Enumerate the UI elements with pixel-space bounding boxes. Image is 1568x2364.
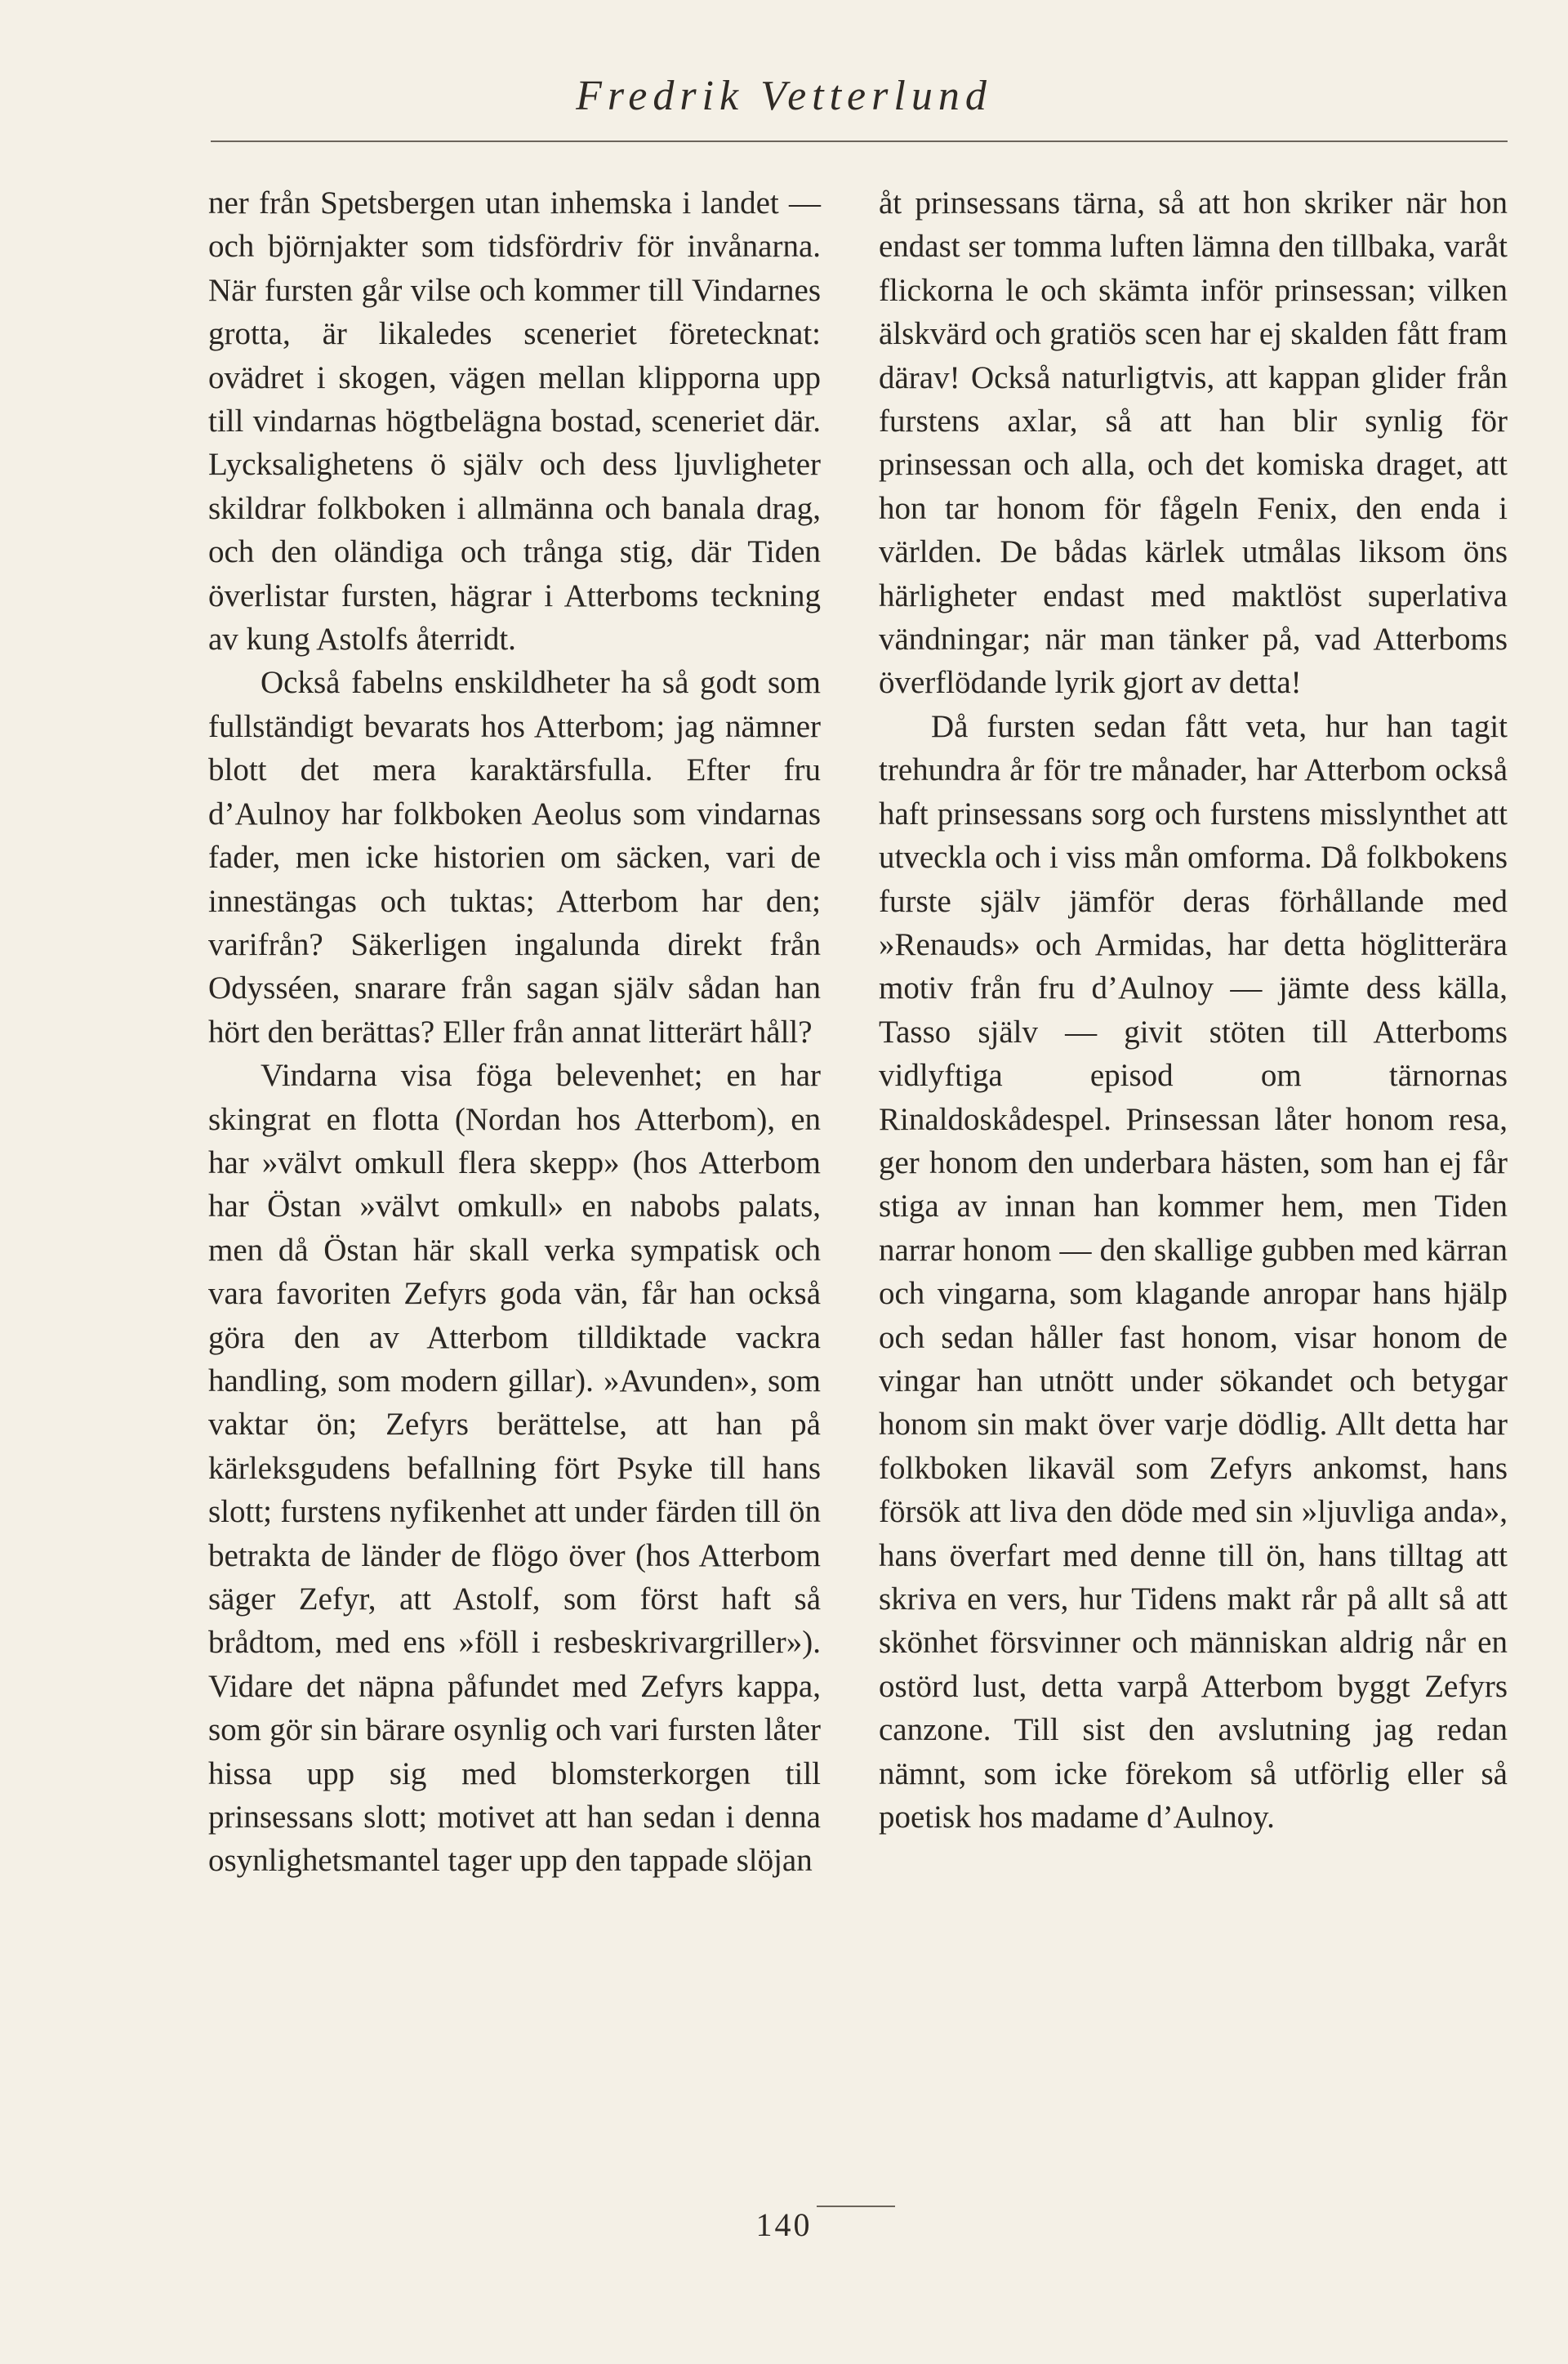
paragraph: åt prinsessans tärna, så att hon skriker när hon endast ser tomma luften lämna den tillbaka, varåt flickorna le och skämta inför prinsessan; vilken älskvärd och gratiös scen har ej skalden fått fram därav! Också naturligtvis, att kappan glider från furstens axlar, så att han blir synlig för prinsessan och alla, och det komiska draget, att hon tar honom för fågeln Fenix, den enda i världen. De bådas kärlek utmålas liksom öns härligheter endast med maktlöst superlativa vändningar; när man tänker på, vad Atterboms överflödande lyrik gjort av detta! bbox=[879, 185, 1508, 701]
paragraph: Vindarna visa föga belevenhet; en har skingrat en flotta (Nordan hos Atterbom), en har »välvt omkull flera skepp» (hos Atterbom har Östan »välvt omkull» en nabobs palats, men då Östan här skall verka sympatisk och vara favoriten Zefyrs goda vän, får han också göra den av Atterbom tilldiktade vackra handling, som modern gillar). »Avunden», som vaktar ön; Zefyrs berättelse, att han på kärleksgudens befallning fört Psyke till hans slott; furstens nyfikenhet att under färden till ön betrakta de länder de flögo över (hos Atterbom säger Zefyr, att Astolf, som först haft så brådtom, med ens »föll i resbeskrivargriller»). Vidare det näpna påfundet med Zefyrs kappa, som gör sin bärare osynlig och vari fursten låter hissa upp sig med blomsterkorgen till prinsessans slott; motivet att han sedan i denna osynlighetsmantel tager upp den tappade slöjan bbox=[208, 1058, 821, 1879]
paragraph: Också fabelns enskildheter ha så godt som fullständigt bevarats hos Atterbom; jag nämner blott det mera karaktärsfulla. Efter fru d’Aulnoy har folkboken Aeolus som vindarnas fader, men icke historien om säcken, vari de innestängas och tuktas; Atterbom har den; varifrån? Säkerligen ingalunda direkt från Odysséen, snarare från sagan själv sådan han hört den berättas? Eller från annat litterärt håll? bbox=[208, 665, 821, 1050]
right-text-column bbox=[879, 181, 1508, 1839]
running-head-title: Fredrik Vetterlund bbox=[576, 73, 992, 119]
paragraph: Då fursten sedan fått veta, hur han tagit trehundra år för tre månader, har Atterbom också haft prinsessans sorg och furstens misslynthet att utveckla och i viss mån omforma. Då folkbokens furste själv jämför deras förhållande med »Renauds» och Armidas, har detta höglitterära motiv från fru d’Aulnoy — jämte dess källa, Tasso själv — givit stöten till Atterboms vidlyftiga episod om tärnornas Rinaldoskådespel. Prinsessan låter honom resa, ger honom den underbara hästen, som han ej får stiga av innan han kommer hem, men Tiden narrar honom — den skallige gubben med kärran och vingarna, som klagande anropar hans hjälp och sedan håller fast honom, visar honom de vingar han utnött under sökandet och betygar honom sin makt över varje dödlig. Allt detta har folkboken likaväl som Zefyrs ankomst, hans försök att liva den döde med sin »ljuvliga anda», hans överfart med denne till ön, hans tilltag att skriva en vers, hur Tidens makt rår på allt så att skönhet försvinner och människan aldrig når en ostörd lust, detta varpå Atterbom byggt Zefyrs canzone. Till sist den avslutning jag redan nämnt, som icke förekom så utförlig eller så poetisk hos madame d’Aulnoy. bbox=[879, 708, 1508, 1835]
page-number: 140 bbox=[755, 2206, 813, 2243]
paragraph: ner från Spetsbergen utan inhemska i landet — och björnjakter som tidsfördriv för invånarna. När fursten går vilse och kommer till Vindarnes grotta, är likaledes sceneriet företecknat: ovädret i skogen, vägen mellan klipporna upp till vindarnas högtbelägna bostad, sceneriet där. Lycksalighetens ö själv och dess ljuvligheter skildrar folkboken i allmänna och banala drag, och den oländiga och trånga stig, där Tiden överlistar fursten, hägrar i Atterboms teckning av kung Astolfs återridt. bbox=[208, 185, 821, 658]
header-divider-rule bbox=[211, 141, 1508, 142]
left-text-column bbox=[208, 181, 821, 1883]
